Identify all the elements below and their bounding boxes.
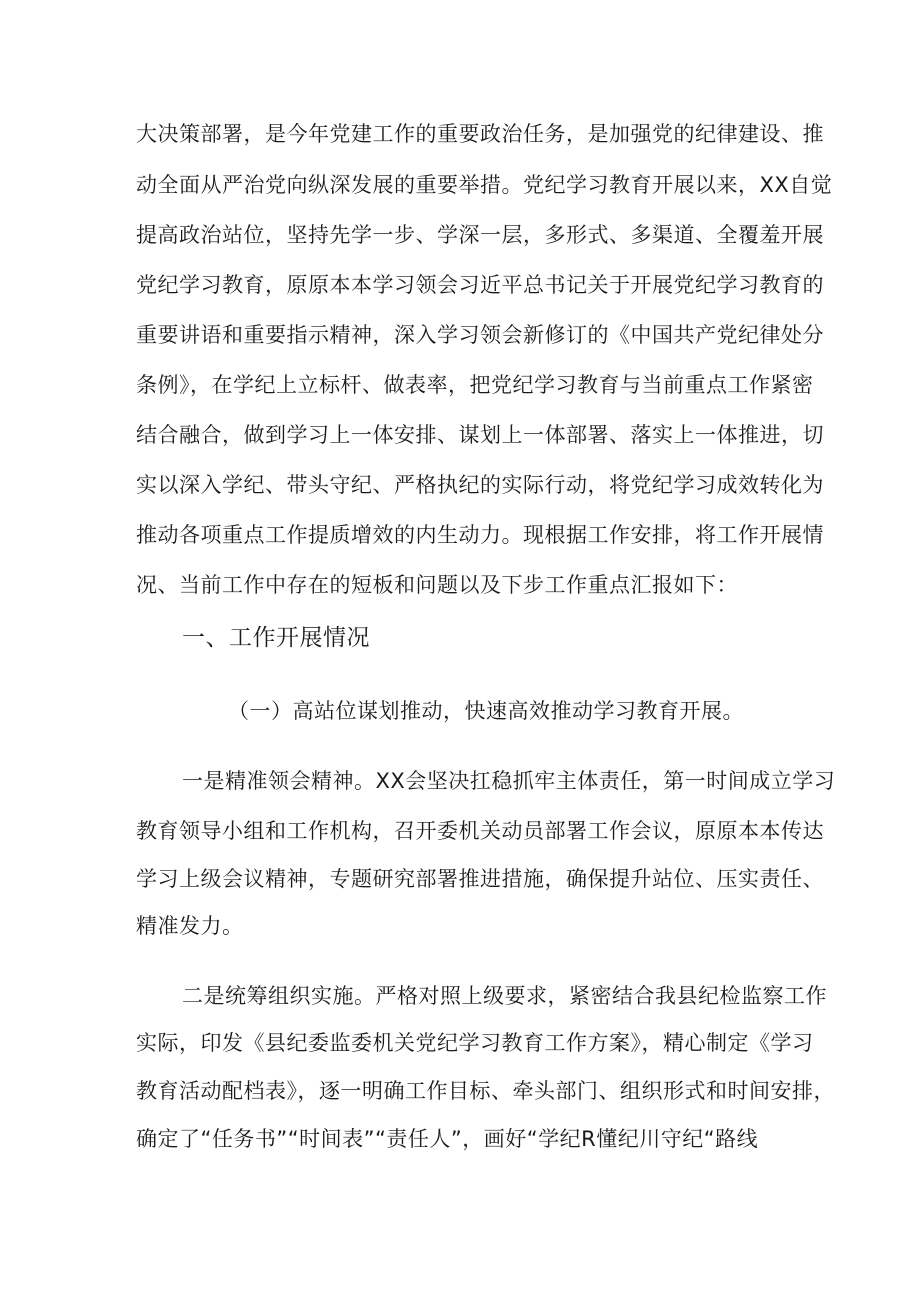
intro-line-7: 结合融合，做到学习上一体安排、谋划上一体部署、落实上一体推进，切: [136, 423, 824, 447]
para1-line-4: 精准发力。: [136, 914, 244, 938]
para2-line-2: 实际，印发《县纪委监委机关党纪学习教育工作方案》，精心制定《学习: [136, 1031, 814, 1055]
intro-line-1: 大决策部署，是今年党建工作的重要政治任务，是加强党的纪律建设、推: [136, 122, 824, 146]
intro-line-6: 条例》，在学纪上立标杆、做表率，把党纪学习教育与当前重点工作紧密: [136, 373, 814, 397]
section-heading: 一、工作开展情况: [182, 625, 370, 651]
intro-line-4: 党纪学习教育，原原本本学习领会习近平总书记关于开展党纪学习教育的: [136, 273, 824, 297]
intro-line-5: 重要讲语和重要指示精神，深入学习领会新修订的《中国共产党纪律处分: [136, 323, 824, 347]
intro-line-9: 推动各项重点工作提质增效的内生动力。现根据工作安排，将工作开展情: [136, 523, 824, 547]
para2-line-4: 确定了“任务书”“时间表”“责任人”，画好“学纪R懂纪川守纪“路线: [136, 1127, 759, 1151]
para1-line-3: 学习上级会议精神，专题研究部署推进措施，确保提升站位、压实责任、: [136, 867, 824, 891]
para1-line-1: 一是精准领会精神。XX会坚决扛稳抓牢主体责任，第一时间成立学习: [182, 769, 836, 793]
para2-line-3: 教育活动配档表》，逐一明确工作目标、牵头部门、组织形式和时间安排，: [136, 1079, 835, 1103]
subsection-heading: （一）高站位谋划推动，快速高效推动学习教育开展。: [228, 699, 744, 723]
para1-line-2: 教育领导小组和工作机构，召开委机关动员部署工作会议，原原本本传达: [136, 819, 824, 843]
para2-line-1: 二是统筹组织实施。严格对照上级要求，紧密结合我县纪检监察工作: [182, 984, 827, 1008]
intro-line-2: 动全面从严治党向纵深发展的重要举措。党纪学习教育开展以来，XX自觉: [136, 173, 833, 197]
intro-line-3: 提高政治站位，坚持先学一步、学深一层，多形式、多渠道、全覆羞开展: [136, 223, 824, 247]
intro-line-10: 况、当前工作中存在的短板和问题以及下步工作重点汇报如下：: [136, 573, 738, 597]
intro-line-8: 实以深入学纪、带头守纪、严格执纪的实际行动，将党纪学习成效转化为: [136, 473, 824, 497]
